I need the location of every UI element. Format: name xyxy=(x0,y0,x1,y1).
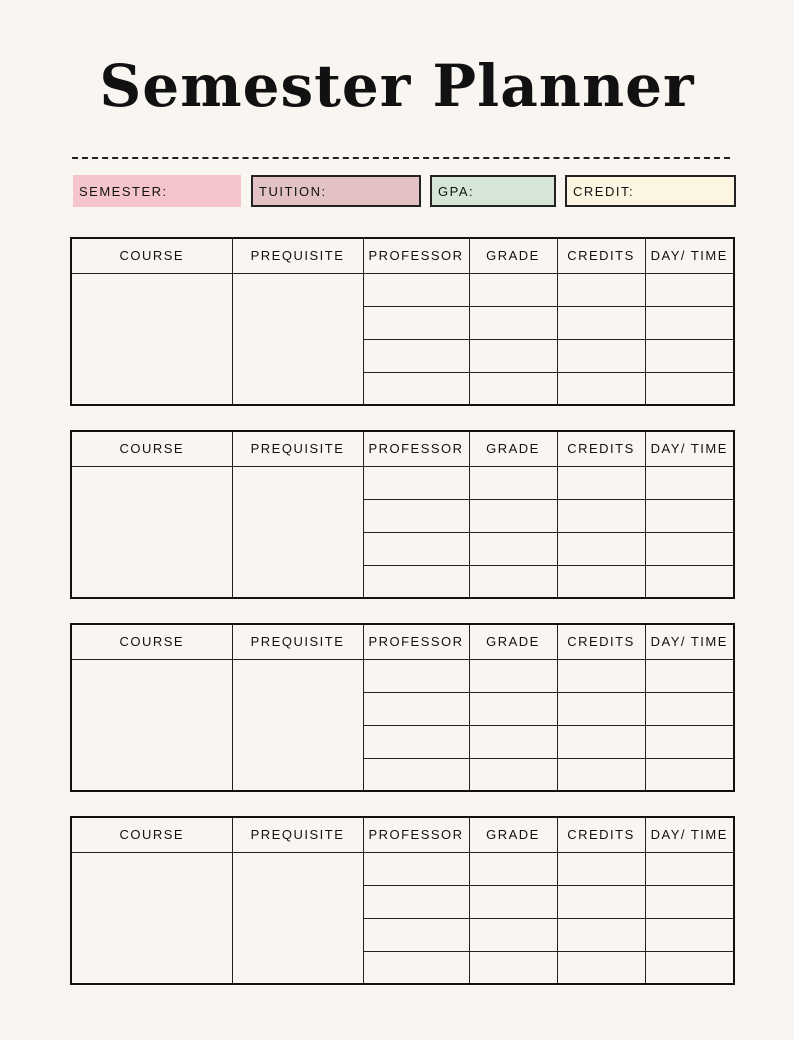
professor-cell[interactable] xyxy=(363,659,469,692)
day-time-cell[interactable] xyxy=(645,466,734,499)
course-cell[interactable] xyxy=(71,273,232,405)
day-time-cell[interactable] xyxy=(645,885,734,918)
professor-cell[interactable] xyxy=(363,852,469,885)
credits-cell[interactable] xyxy=(557,273,645,306)
table-header-row xyxy=(71,431,734,466)
column-header: CREDITS xyxy=(557,431,645,466)
column-header: GRADE xyxy=(469,624,557,659)
day-time-cell[interactable] xyxy=(645,306,734,339)
grade-cell[interactable] xyxy=(469,885,557,918)
column-header: DAY/ TIME xyxy=(645,817,734,852)
column-header: PROFESSOR xyxy=(363,817,469,852)
credits-cell[interactable] xyxy=(557,725,645,758)
credits-cell[interactable] xyxy=(557,852,645,885)
grade-cell[interactable] xyxy=(469,659,557,692)
column-header: COURSE xyxy=(71,238,232,273)
grade-cell[interactable] xyxy=(469,466,557,499)
grade-cell[interactable] xyxy=(469,758,557,791)
credits-cell[interactable] xyxy=(557,499,645,532)
grade-cell[interactable] xyxy=(469,499,557,532)
table-row xyxy=(71,466,734,499)
professor-cell[interactable] xyxy=(363,499,469,532)
day-time-cell[interactable] xyxy=(645,692,734,725)
prerequisite-cell[interactable] xyxy=(232,852,363,984)
table-row xyxy=(71,852,734,885)
credits-cell[interactable] xyxy=(557,918,645,951)
professor-cell[interactable] xyxy=(363,565,469,598)
grade-cell[interactable] xyxy=(469,918,557,951)
grade-cell[interactable] xyxy=(469,306,557,339)
credits-cell[interactable] xyxy=(557,951,645,984)
gpa-label: GPA: xyxy=(438,183,475,199)
day-time-cell[interactable] xyxy=(645,273,734,306)
professor-cell[interactable] xyxy=(363,273,469,306)
credits-cell[interactable] xyxy=(557,565,645,598)
professor-cell[interactable] xyxy=(363,951,469,984)
grade-cell[interactable] xyxy=(469,565,557,598)
semester-label: SEMESTER: xyxy=(79,183,168,199)
professor-cell[interactable] xyxy=(363,532,469,565)
day-time-cell[interactable] xyxy=(645,951,734,984)
day-time-cell[interactable] xyxy=(645,758,734,791)
credits-cell[interactable] xyxy=(557,466,645,499)
course-cell[interactable] xyxy=(71,852,232,984)
tuition-label: TUITION: xyxy=(259,183,327,199)
professor-cell[interactable] xyxy=(363,725,469,758)
day-time-cell[interactable] xyxy=(645,339,734,372)
column-header: PROFESSOR xyxy=(363,431,469,466)
grade-cell[interactable] xyxy=(469,372,557,405)
column-header: DAY/ TIME xyxy=(645,238,734,273)
prerequisite-cell[interactable] xyxy=(232,659,363,791)
grade-cell[interactable] xyxy=(469,273,557,306)
column-header: PROFESSOR xyxy=(363,238,469,273)
credits-cell[interactable] xyxy=(557,758,645,791)
professor-cell[interactable] xyxy=(363,885,469,918)
prerequisite-cell[interactable] xyxy=(232,273,363,405)
course-table xyxy=(70,430,735,599)
table-row xyxy=(71,659,734,692)
column-header: PREQUISITE xyxy=(232,238,363,273)
column-header: GRADE xyxy=(469,817,557,852)
page-title: Semester Planner xyxy=(99,52,695,120)
day-time-cell[interactable] xyxy=(645,725,734,758)
professor-cell[interactable] xyxy=(363,918,469,951)
column-header: COURSE xyxy=(71,431,232,466)
credits-cell[interactable] xyxy=(557,659,645,692)
grade-cell[interactable] xyxy=(469,692,557,725)
column-header: GRADE xyxy=(469,431,557,466)
grade-cell[interactable] xyxy=(469,951,557,984)
column-header: PREQUISITE xyxy=(232,817,363,852)
course-cell[interactable] xyxy=(71,659,232,791)
credits-cell[interactable] xyxy=(557,692,645,725)
column-header: CREDITS xyxy=(557,624,645,659)
credits-cell[interactable] xyxy=(557,885,645,918)
prerequisite-cell[interactable] xyxy=(232,466,363,598)
course-cell[interactable] xyxy=(71,466,232,598)
table-header-row xyxy=(71,238,734,273)
course-table xyxy=(70,623,735,792)
column-header: DAY/ TIME xyxy=(645,431,734,466)
grade-cell[interactable] xyxy=(469,532,557,565)
table-row xyxy=(71,273,734,306)
professor-cell[interactable] xyxy=(363,466,469,499)
day-time-cell[interactable] xyxy=(645,499,734,532)
professor-cell[interactable] xyxy=(363,306,469,339)
semester-field[interactable] xyxy=(73,175,241,207)
day-time-cell[interactable] xyxy=(645,372,734,405)
column-header: PROFESSOR xyxy=(363,624,469,659)
credits-cell[interactable] xyxy=(557,339,645,372)
day-time-cell[interactable] xyxy=(645,532,734,565)
column-header: GRADE xyxy=(469,238,557,273)
course-table xyxy=(70,237,735,406)
column-header: COURSE xyxy=(71,624,232,659)
table-header-row xyxy=(71,624,734,659)
column-header: PREQUISITE xyxy=(232,431,363,466)
day-time-cell[interactable] xyxy=(645,659,734,692)
gpa-field[interactable] xyxy=(430,175,556,207)
credits-cell[interactable] xyxy=(557,306,645,339)
credits-cell[interactable] xyxy=(557,532,645,565)
column-header: PREQUISITE xyxy=(232,624,363,659)
day-time-cell[interactable] xyxy=(645,565,734,598)
table-header-row xyxy=(71,817,734,852)
column-header: CREDITS xyxy=(557,238,645,273)
professor-cell[interactable] xyxy=(363,692,469,725)
grade-cell[interactable] xyxy=(469,852,557,885)
grade-cell[interactable] xyxy=(469,725,557,758)
dashed-divider xyxy=(72,157,730,159)
professor-cell[interactable] xyxy=(363,758,469,791)
tuition-field[interactable] xyxy=(251,175,421,207)
course-table xyxy=(70,816,735,985)
day-time-cell[interactable] xyxy=(645,852,734,885)
credit-label: CREDIT: xyxy=(573,183,635,199)
professor-cell[interactable] xyxy=(363,339,469,372)
credits-cell[interactable] xyxy=(557,372,645,405)
day-time-cell[interactable] xyxy=(645,918,734,951)
professor-cell[interactable] xyxy=(363,372,469,405)
column-header: COURSE xyxy=(71,817,232,852)
grade-cell[interactable] xyxy=(469,339,557,372)
column-header: CREDITS xyxy=(557,817,645,852)
credit-field[interactable] xyxy=(565,175,736,207)
column-header: DAY/ TIME xyxy=(645,624,734,659)
